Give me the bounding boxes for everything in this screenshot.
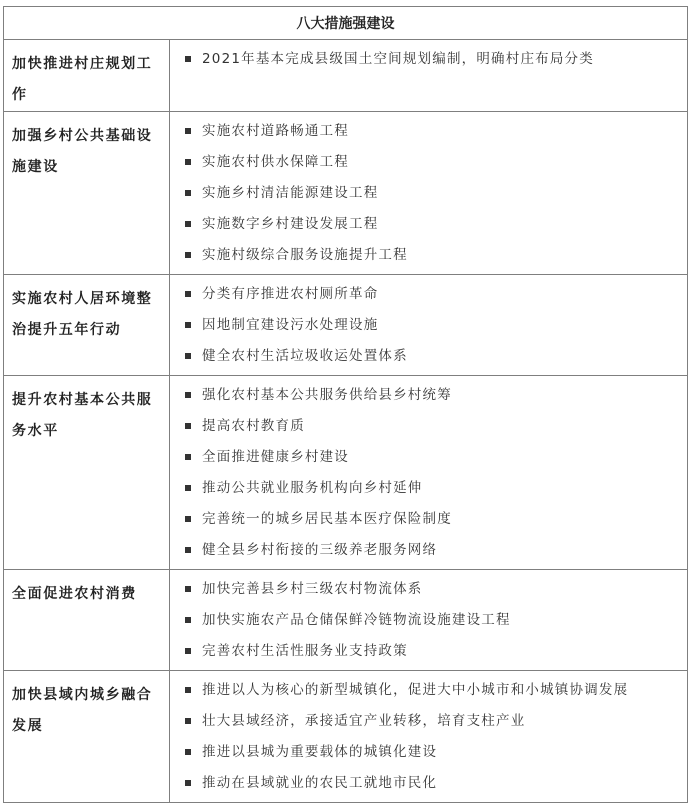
list-item-text: 健全县乡村衔接的三级养老服务网络 xyxy=(202,542,438,558)
square-bullet-icon xyxy=(185,322,191,328)
category-cell: 实施农村人居环境整治提升五年行动 xyxy=(4,275,170,376)
table-title: 八大措施强建设 xyxy=(4,7,688,40)
square-bullet-icon xyxy=(185,648,191,654)
list-item xyxy=(184,574,687,605)
list-item xyxy=(184,310,687,341)
square-bullet-icon xyxy=(185,392,191,398)
category-cell: 全面促进农村消费 xyxy=(4,570,170,671)
list-item xyxy=(184,473,687,504)
square-bullet-icon xyxy=(185,718,191,724)
measures-list xyxy=(184,279,687,372)
list-item xyxy=(184,116,687,147)
list-item xyxy=(184,768,687,799)
list-item xyxy=(184,706,687,737)
measures-cell xyxy=(170,376,688,570)
list-item-text: 实施农村供水保障工程 xyxy=(202,154,349,170)
table-row xyxy=(4,570,688,671)
table-row xyxy=(4,671,688,803)
list-item xyxy=(184,341,687,372)
measures-cell xyxy=(170,112,688,275)
square-bullet-icon xyxy=(185,190,191,196)
measures-cell xyxy=(170,570,688,671)
list-item-text: 完善统一的城乡居民基本医疗保险制度 xyxy=(202,511,452,527)
list-item-text: 推动在县域就业的农民工就地市民化 xyxy=(202,775,438,791)
list-item-text: 提高农村教育质 xyxy=(202,418,305,434)
category-cell: 加快县域内城乡融合发展 xyxy=(4,671,170,803)
list-item xyxy=(184,411,687,442)
list-item xyxy=(184,636,687,667)
measures-table-container xyxy=(3,6,687,803)
square-bullet-icon xyxy=(185,423,191,429)
list-item-text: 实施村级综合服务设施提升工程 xyxy=(202,247,408,263)
table-row xyxy=(4,275,688,376)
measures-cell xyxy=(170,671,688,803)
square-bullet-icon xyxy=(185,353,191,359)
list-item-text: 推动公共就业服务机构向乡村延伸 xyxy=(202,480,423,496)
square-bullet-icon xyxy=(185,252,191,258)
list-item-text: 推进以人为核心的新型城镇化，促进大中小城市和小城镇协调发展 xyxy=(202,682,629,698)
measures-list xyxy=(184,675,687,799)
list-item-text: 推进以县城为重要载体的城镇化建设 xyxy=(202,744,438,760)
category-cell: 加强乡村公共基础设施建设 xyxy=(4,112,170,275)
square-bullet-icon xyxy=(185,221,191,227)
measures-list xyxy=(184,116,687,271)
square-bullet-icon xyxy=(185,291,191,297)
list-item-text: 强化农村基本公共服务供给县乡村统筹 xyxy=(202,387,452,403)
measures-list xyxy=(184,44,687,75)
measures-cell xyxy=(170,275,688,376)
square-bullet-icon xyxy=(185,780,191,786)
list-item-text: 健全农村生活垃圾收运处置体系 xyxy=(202,348,408,364)
list-item xyxy=(184,504,687,535)
measures-table xyxy=(3,6,688,803)
table-body xyxy=(4,40,688,803)
square-bullet-icon xyxy=(185,749,191,755)
list-item xyxy=(184,178,687,209)
list-item-text: 壮大县域经济，承接适宜产业转移，培育支柱产业 xyxy=(202,713,526,729)
list-item xyxy=(184,737,687,768)
square-bullet-icon xyxy=(185,617,191,623)
category-cell: 提升农村基本公共服务水平 xyxy=(4,376,170,570)
list-item-text: 实施农村道路畅通工程 xyxy=(202,123,349,139)
list-item-text: 分类有序推进农村厕所革命 xyxy=(202,286,379,302)
measures-list xyxy=(184,380,687,566)
square-bullet-icon xyxy=(185,547,191,553)
list-item-text: 加快实施农产品仓储保鲜冷链物流设施建设工程 xyxy=(202,612,511,628)
list-item xyxy=(184,535,687,566)
table-row xyxy=(4,112,688,275)
square-bullet-icon xyxy=(185,485,191,491)
table-row xyxy=(4,40,688,112)
list-item xyxy=(184,675,687,706)
square-bullet-icon xyxy=(185,454,191,460)
list-item-text: 完善农村生活性服务业支持政策 xyxy=(202,643,408,659)
list-item-text: 2021年基本完成县级国土空间规划编制，明确村庄布局分类 xyxy=(202,51,594,67)
list-item-text: 因地制宜建设污水处理设施 xyxy=(202,317,379,333)
category-cell: 加快推进村庄规划工作 xyxy=(4,40,170,112)
table-header-row xyxy=(4,7,688,40)
list-item xyxy=(184,442,687,473)
list-item xyxy=(184,44,687,75)
square-bullet-icon xyxy=(185,687,191,693)
list-item xyxy=(184,147,687,178)
list-item xyxy=(184,240,687,271)
measures-cell xyxy=(170,40,688,112)
list-item xyxy=(184,279,687,310)
list-item-text: 全面推进健康乡村建设 xyxy=(202,449,349,465)
list-item-text: 加快完善县乡村三级农村物流体系 xyxy=(202,581,423,597)
square-bullet-icon xyxy=(185,516,191,522)
square-bullet-icon xyxy=(185,128,191,134)
table-row xyxy=(4,376,688,570)
list-item xyxy=(184,209,687,240)
measures-list xyxy=(184,574,687,667)
square-bullet-icon xyxy=(185,586,191,592)
list-item-text: 实施乡村清洁能源建设工程 xyxy=(202,185,379,201)
square-bullet-icon xyxy=(185,159,191,165)
list-item-text: 实施数字乡村建设发展工程 xyxy=(202,216,379,232)
list-item xyxy=(184,605,687,636)
square-bullet-icon xyxy=(185,56,191,62)
list-item xyxy=(184,380,687,411)
